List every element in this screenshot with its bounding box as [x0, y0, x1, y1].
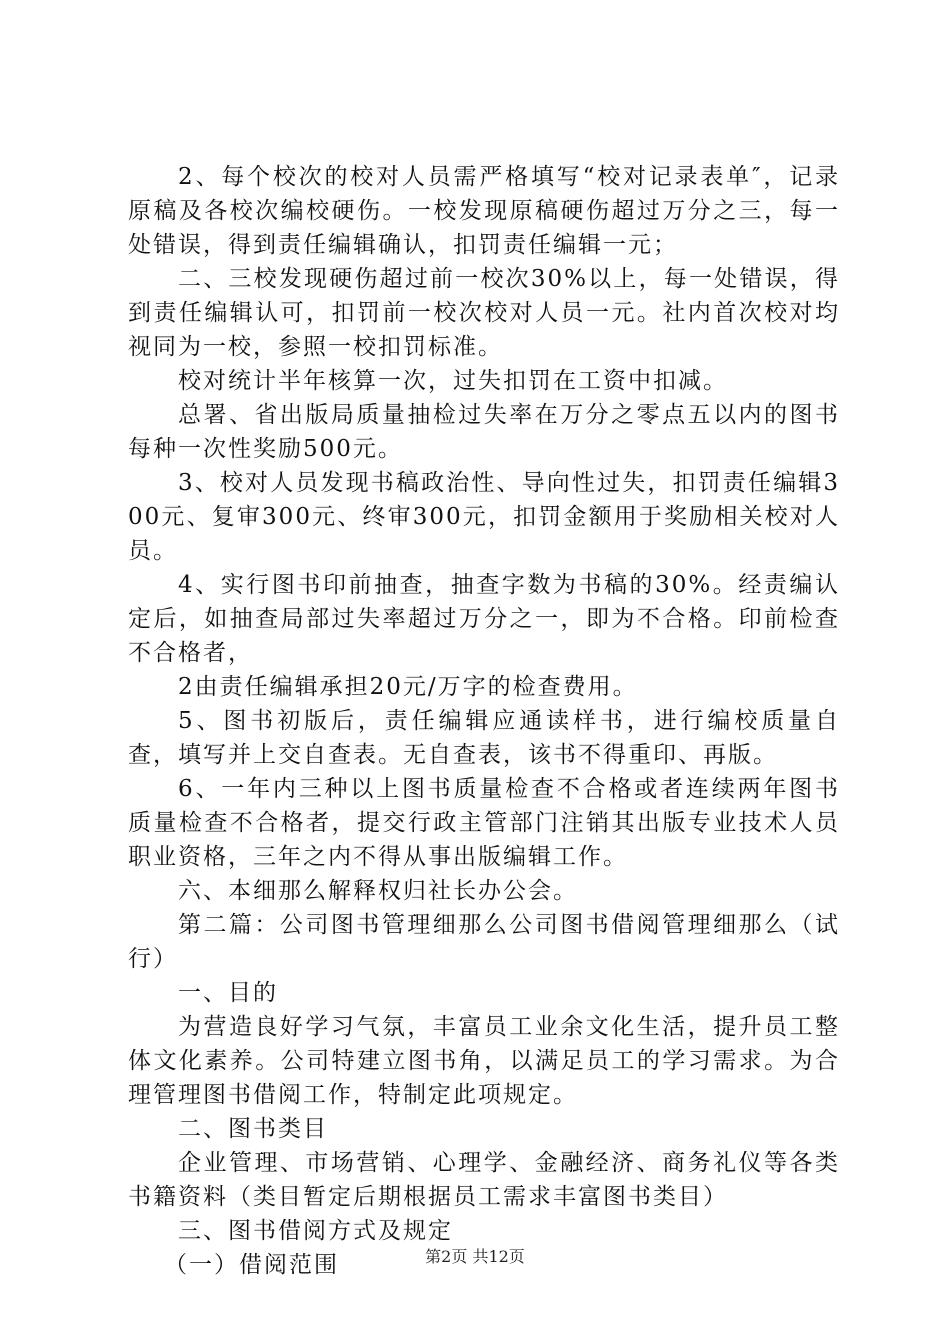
paragraph-purpose: 为营造良好学习气氛，丰富员工业余文化生活，提升员工整体文化素养。公司特建立图书角，以满足员工的学习需求。为合理管理图书借阅工作，特制定此项规定。	[128, 1014, 840, 1108]
paragraph-9: 6、一年内三种以上图书质量检查不合格或者连续两年图书质量检查不合格者，提交行政主管部门注销其出版专业技术人员职业资格，三年之内不得从事出版编辑工作。	[128, 776, 840, 870]
page-number-label: 第2页 共12页	[425, 1247, 525, 1266]
paragraph-5: 3、校对人员发现书稿政治性、导向性过失，扣罚责任编辑300元、复审300元、终审300元，扣罚金额用于奖励相关校对人员。	[128, 470, 840, 564]
section-title-part-two: 第二篇：公司图书管理细那么公司图书借阅管理细那么（试行）	[128, 912, 840, 972]
document-body	[128, 160, 840, 1282]
paragraph-8: 5、图书初版后，责任编辑应通读样书，进行编校质量自查，填写并上交自查表。无自查表，该书不得重印、再版。	[128, 708, 840, 768]
heading-purpose: 一、目的	[178, 980, 278, 1006]
heading-book-categories: 二、图书类目	[178, 1116, 328, 1142]
paragraph-1: 2、每个校次的校对人员需严格填写“校对记录表单″，记录原稿及各校次编校硬伤。一校发现原稿硬伤超过万分之三，每一处错误，得到责任编辑确认，扣罚责任编辑一元；	[128, 164, 840, 258]
paragraph-3: 校对统计半年核算一次，过失扣罚在工资中扣减。	[178, 368, 728, 394]
paragraph-7: 2由责任编辑承担20元/万字的检查费用。	[178, 674, 638, 700]
heading-borrowing-scope: （一）借阅范围	[164, 1252, 339, 1278]
heading-borrowing-rules: 三、图书借阅方式及规定	[178, 1218, 453, 1244]
paragraph-book-categories: 企业管理、市场营销、心理学、金融经济、商务礼仪等各类书籍资料（类目暂定后期根据员工需求丰富图书类目）	[128, 1150, 840, 1210]
paragraph-4: 总署、省出版局质量抽检过失率在万分之零点五以内的图书每种一次性奖励500元。	[128, 402, 840, 462]
page-footer	[0, 1244, 950, 1267]
paragraph-6: 4、实行图书印前抽查，抽查字数为书稿的30%。经责编认定后，如抽查局部过失率超过万分之一，即为不合格。印前检查不合格者，	[128, 572, 840, 666]
paragraph-2: 二、三校发现硬伤超过前一校次30%以上，每一处错误，得到责任编辑认可，扣罚前一校次校对人员一元。社内首次校对均视同为一校，参照一校扣罚标准。	[128, 266, 840, 360]
paragraph-10: 六、本细那么解释权归社长办公会。	[178, 878, 578, 904]
